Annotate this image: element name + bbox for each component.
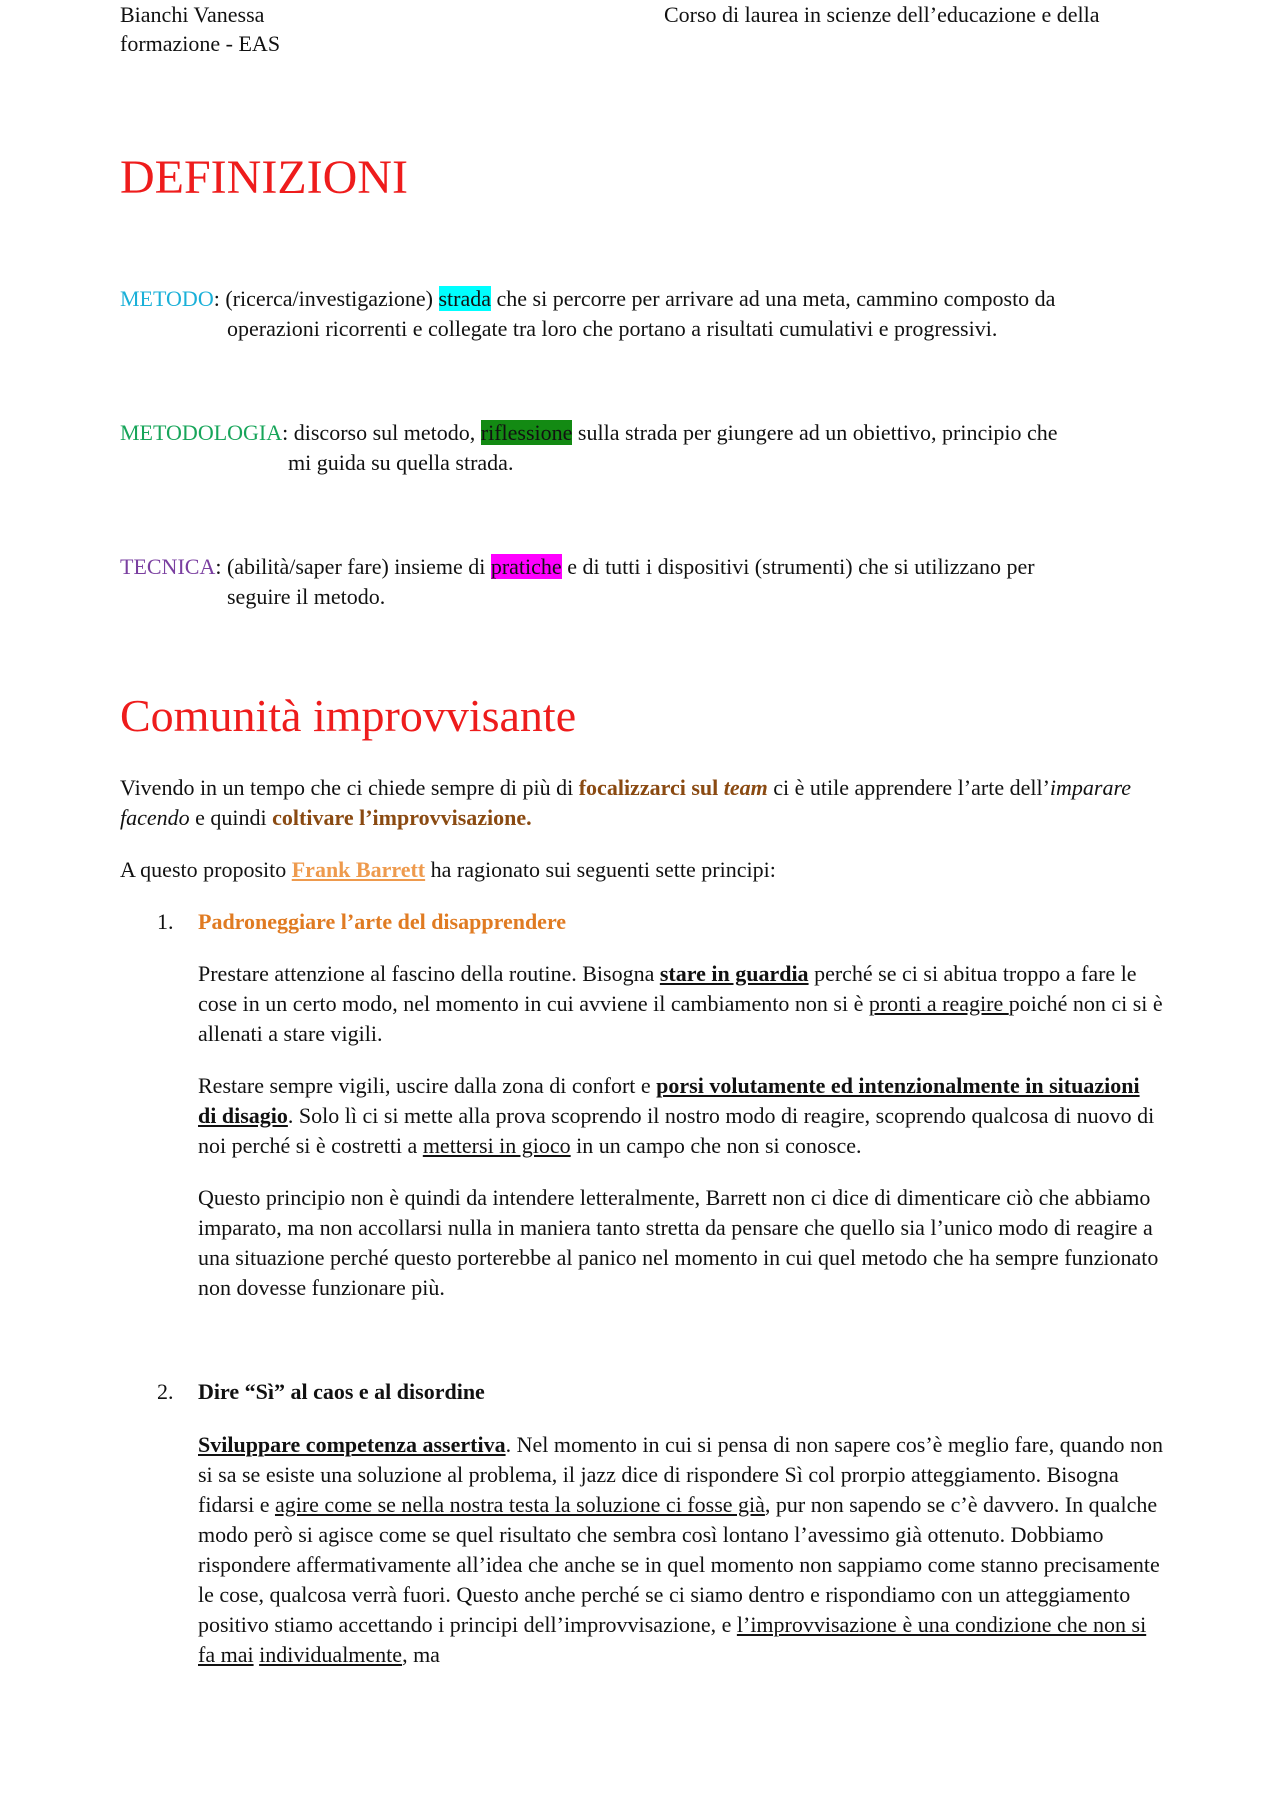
principle-2-number: 2. (157, 1379, 174, 1404)
metodo-rest: che si percorre per arrivare ad una meta, cammino composto da (491, 286, 1056, 311)
comunita-title: Comunità improvvisante (120, 690, 577, 741)
metodo-line2: operazioni ricorrenti e collegate tra loro che portano a risultati cumulativi e progressivi. (227, 316, 998, 341)
definition-metodo (120, 284, 1160, 344)
p1-pronti-a-reagire: pronti a reagire (868, 991, 1009, 1016)
p2-text-e: in un campo che non si conosce. (570, 1133, 862, 1158)
definition-tecnica (120, 552, 1160, 612)
principle-1-paragraph-2 (198, 1071, 1163, 1161)
term-metodologia: METODOLOGIA (120, 420, 283, 445)
metodo-sep: : (ricerca/investigazione) (213, 286, 439, 311)
p2-text-c: . Solo lì ci si mette alla prova scoprendo il nostro modo di reagire, scoprendo qualcosa di nuovo di noi perché si è costretti a (198, 1103, 1155, 1158)
course-name: Corso di laurea in scienze dell’educazione e della (664, 2, 1100, 27)
p4-text-h: , ma (402, 1642, 440, 1667)
p4-individualmente: individualmente (259, 1642, 403, 1667)
definition-metodologia (120, 418, 1160, 478)
intro-imparare-facendo: imparare facendo (120, 775, 1131, 830)
p1-text-a: Prestare attenzione al fascino della routine. Bisogna (198, 961, 660, 986)
highlight-pratiche: pratiche (490, 554, 562, 579)
metodologia-line2: mi guida su quella strada. (288, 450, 514, 475)
author-line2: formazione - EAS (120, 31, 281, 56)
p4-competenza-assertiva: Sviluppare competenza assertiva (198, 1432, 506, 1457)
p4-agire-come-se: agire come se nella nostra testa la soluzione ci fosse già (274, 1492, 765, 1517)
intro-text-d: e quindi (189, 805, 273, 830)
intro-text-c: ci è utile apprendere l’arte dell’ (767, 775, 1050, 800)
principle-2-text: Dire “Sì” al caos e al disordine (198, 1379, 485, 1404)
principle-1-paragraph-3: Questo principio non è quindi da intendere letteralmente, Barrett non ci dice di dimenticare ciò che abbiamo imparato, ma non accollarsi nulla in maniera tanto stretta da pensare che quello sia l’unico modo di reagire a una situazione perché questo porterebbe al panico nel momento in cui quel metodo che ha sempre funzionato non dovesse funzionare più. (198, 1185, 1159, 1300)
barrett-paragraph (120, 855, 1170, 885)
tecnica-sep: : (abilità/saper fare) insieme di (215, 554, 491, 579)
term-metodo: METODO (120, 286, 214, 311)
tecnica-rest: e di tutti i dispositivi (strumenti) che si utilizzano per (561, 554, 1035, 579)
p1-text-e: poiché non ci si è allenati a stare vigili. (198, 991, 1163, 1046)
principle-1-paragraph-1 (198, 959, 1163, 1049)
p4-improvvisazione-condizione: l’improvvisazione è una condizione che non si fa mai (198, 1612, 1147, 1667)
highlight-strada: strada (438, 286, 492, 311)
term-tecnica: TECNICA (120, 554, 216, 579)
intro-focus (579, 775, 768, 800)
principle-1-text: Padroneggiare l’arte del disapprendere (198, 909, 567, 934)
p2-mettersi-in-gioco: mettersi in gioco (422, 1133, 571, 1158)
author-block (120, 0, 420, 58)
p4-text-b: . Nel momento in cui si pensa di non sapere cos’è meglio fare, quando non si sa se esiste una soluzione al problema, il jazz dice di rispondere Sì col prorpio atteggiamento. Bisogna fidarsi e (198, 1432, 1163, 1517)
intro-focus-text: focalizzarci sul (578, 775, 724, 800)
intro-coltivare: coltivare l’improvvisazione. (272, 805, 532, 830)
frank-barrett-link[interactable]: Frank Barrett (291, 857, 426, 882)
p2-text-a: Restare sempre vigili, uscire dalla zona di confort e (198, 1073, 657, 1098)
p1-stare-in-guardia: stare in guardia (659, 961, 809, 986)
p2-porsi-volutamente: porsi volutamente ed intenzionalmente in situazioni di disagio (198, 1073, 1140, 1128)
definitions-title: DEFINIZIONI (120, 151, 408, 204)
highlight-riflessione: riflessione (480, 420, 573, 445)
intro-team: team (723, 775, 768, 800)
principle-2-paragraph-1 (198, 1430, 1163, 1670)
intro-text-a: Vivendo in un tempo che ci chiede sempre di più di (120, 775, 579, 800)
tecnica-line2: seguire il metodo. (227, 584, 386, 609)
author-name: Bianchi Vanessa (120, 2, 265, 27)
principle-1-title (157, 907, 566, 937)
principle-2-title (157, 1377, 485, 1407)
intro-paragraph (120, 773, 1170, 833)
p1-text-c: perché se ci si abitua troppo a fare le cose in un certo modo, nel momento in cui avviene il cambiamento non si è (198, 961, 1137, 1016)
metodologia-rest: sulla strada per giungere ad un obiettivo, principio che (572, 420, 1058, 445)
barrett-text-b: ha ragionato sui seguenti sette principi: (425, 857, 776, 882)
p4-text-d: , pur non sapendo se c’è davvero. In qualche modo però si agisce come se quel risultato che sembra così lontano l’avessimo già ottenuto. Dobbiamo rispondere affermativamente all’idea che anche se in quel momento non sappiamo come stanno precisamente le cose, qualcosa verrà fuori. Questo anche perché se ci siamo dentro e rispondiamo con un atteggiamento positivo stiamo accettando i principi dell’improvvisazione, e (198, 1492, 1160, 1637)
metodologia-sep: : discorso sul metodo, (282, 420, 481, 445)
barrett-text-a: A questo proposito (120, 857, 292, 882)
principle-1-number: 1. (157, 909, 174, 934)
